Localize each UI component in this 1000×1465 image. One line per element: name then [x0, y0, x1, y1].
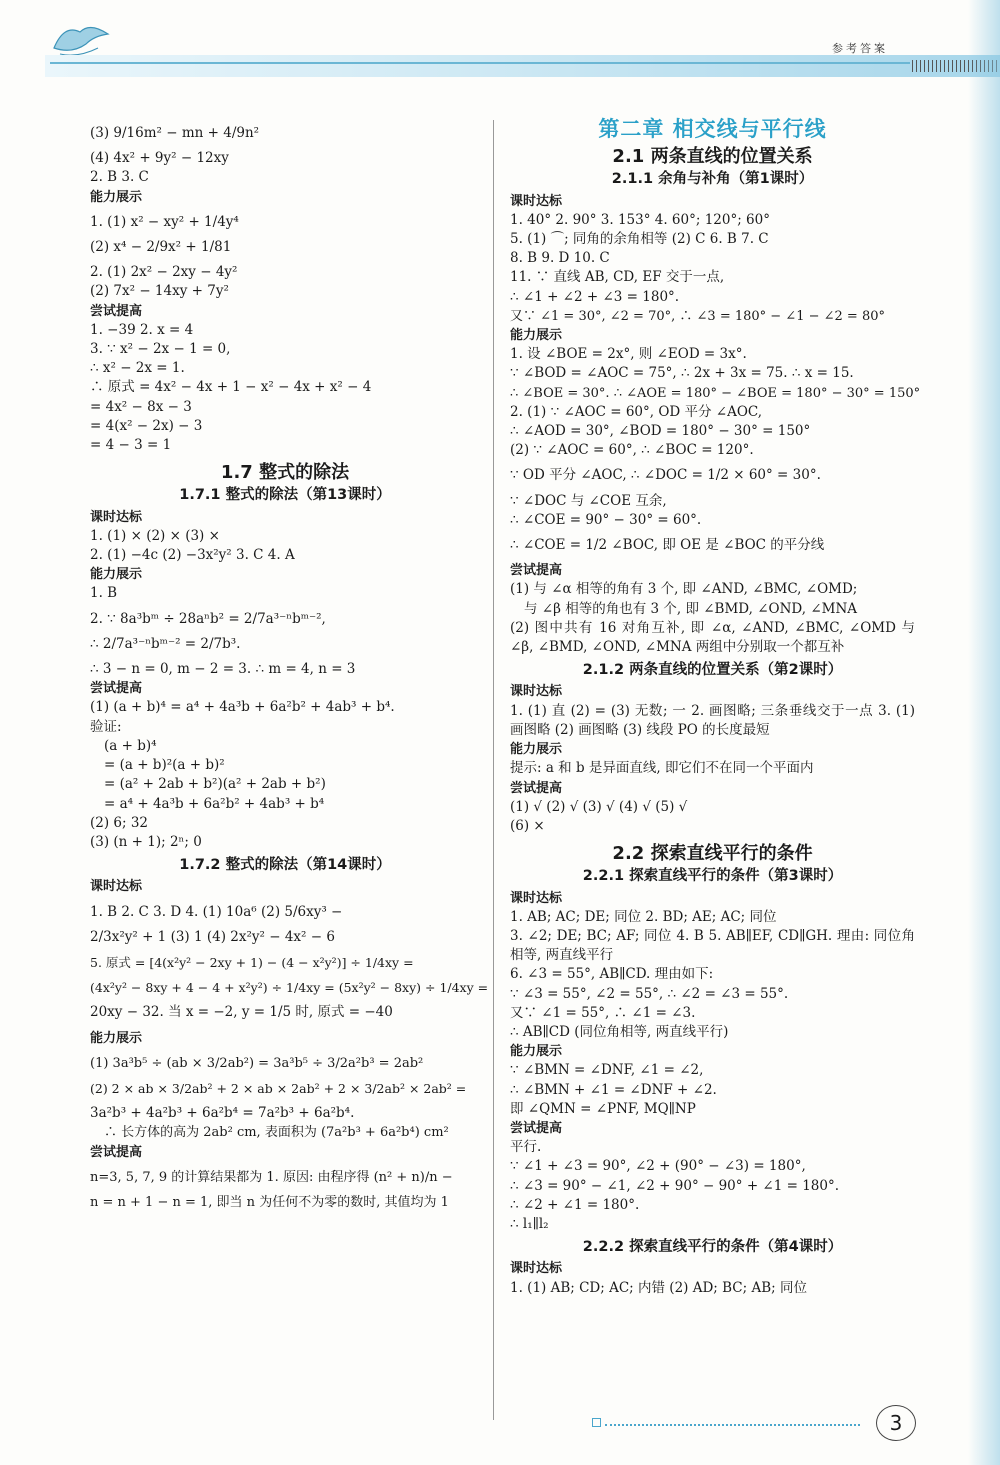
subsection-heading: 2.1.1 余角与补角（第1课时） [611, 171, 814, 188]
answer-line: 6. ∠3 = 55°, AB∥CD. 理由如下: [510, 966, 714, 983]
answer-line: 1. −39 2. x = 4 [90, 321, 194, 338]
answer-line: (1) 3a³b⁵ ÷ (ab × 3/2ab²) = 3a³b⁵ ÷ 3/2a²b³ = 2ab² [90, 1055, 424, 1071]
answer-line: (a + b)⁴ [104, 737, 157, 754]
answer-line: ∴ ∠1 + ∠2 + ∠3 = 180°. [510, 288, 680, 305]
section-label: 能力展示 [510, 1044, 563, 1060]
section-label: 课时达标 [90, 879, 143, 895]
section-heading: 2.1 两条直线的位置关系 [612, 146, 813, 168]
answer-line: (2) 7x² − 14xy + 7y² [90, 283, 229, 300]
subsection-heading: 2.2.1 探索直线平行的条件（第3课时） [582, 868, 843, 885]
subsection-heading: 1.7.2 整式的除法（第14课时） [179, 857, 391, 874]
section-heading: 2.2 探索直线平行的条件 [612, 843, 813, 865]
answer-line: (2) 2 × ab × 3/2ab² + 2 × ab × 2ab² + 2 × 3/2ab² × 2ab² = [90, 1080, 467, 1096]
answer-line: 1. (1) AB; CD; AC; 内错 (2) AD; BC; AB; 同位 [510, 1279, 807, 1296]
left-column [90, 118, 489, 1212]
answer-line: n = n + 1 − n = 1, 即当 n 为任何不为零的数时, 其值均为 1 [90, 1194, 449, 1210]
answer-line: 5. 原式 = [4(x²y² − 2xy + 1) − (4 − x²y²)] ÷ 1/4xy = [90, 954, 414, 970]
answer-line: ∵ ∠BMN = ∠DNF, ∠1 = ∠2, [510, 1062, 704, 1079]
answer-line: ∴ AB∥CD (同位角相等, 两直线平行) [510, 1023, 729, 1040]
section-label: 尝试提高 [90, 303, 143, 319]
answer-line: ∵ ∠BOD = ∠AOC = 75°, ∴ 2x + 3x = 75. ∴ x = 15. [510, 365, 854, 382]
answer-line: 1. B 2. C 3. D 4. (1) 10a⁶ (2) 5/6xy³ − [90, 903, 343, 920]
answer-line: 2. (1) ∵ ∠AOC = 60°, OD 平分 ∠AOC, [510, 403, 763, 420]
footer-dotted-rule [605, 1424, 860, 1426]
answer-line: ∴ 3 − n = 0, m − 2 = 3. ∴ m = 4, n = 3 [90, 661, 356, 678]
answer-line: = 4x² − 8x − 3 [90, 398, 192, 415]
section-label: 尝试提高 [90, 681, 143, 697]
answer-line: 11. ∵ 直线 AB, CD, EF 交于一点, [510, 269, 725, 286]
chapter-title: 第二章 相交线与平行线 [598, 117, 827, 141]
answer-line: ∴ ∠2 + ∠1 = 180°. [510, 1196, 640, 1213]
answer-line: 20xy − 32. 当 x = −2, y = 1/5 时, 原式 = −40 [90, 1004, 393, 1021]
answer-line: 2/3x²y² + 1 (3) 1 (4) 2x²y² − 4x² − 6 [90, 928, 335, 945]
answer-line: ∴ 2/7a³⁻ⁿbᵐ⁻² = 2/7b³. [90, 635, 241, 652]
answer-line: 2. (1) −4c (2) −3x²y² 3. C 4. A [90, 547, 295, 564]
answer-line: n=3, 5, 7, 9 的计算结果都为 1. 原因: 由程序得 (n² + n)/n − [90, 1169, 453, 1185]
answer-line: ∴ ∠COE = 90° − 30° = 60°. [510, 511, 702, 528]
right-column [510, 117, 921, 1298]
answer-line: 1. 40° 2. 90° 3. 153° 4. 60°; 120°; 60° [510, 211, 770, 228]
section-label: 尝试提高 [510, 780, 563, 796]
answer-paragraph: 3. ∠2; DE; BC; AF; 同位 4. B 5. AB∥EF, CD∥GH. 理由: 同位角相等, 两直线平行 [510, 927, 915, 964]
answer-line: = 4 − 3 = 1 [90, 437, 172, 454]
answer-line: 1. (1) x² − xy² + 1/4y⁴ [90, 213, 239, 230]
answer-line: 8. B 9. D 10. C [510, 250, 610, 267]
section-label: 课时达标 [510, 890, 563, 906]
answer-line: ∴ ∠3 = 90° − ∠1, ∠2 + 90° − 90° + ∠1 = 180°. [510, 1177, 840, 1194]
section-label: 能力展示 [510, 742, 563, 758]
answer-line: ∵ ∠3 = 55°, ∠2 = 55°, ∴ ∠2 = ∠3 = 55°. [510, 985, 789, 1002]
answer-line: ∴ 长方体的高为 2ab² cm, 表面积为 (7a²b³ + 6a²b⁴) cm² [104, 1125, 449, 1141]
section-label: 课时达标 [510, 1261, 563, 1277]
answer-line: (2) ∵ ∠AOC = 60°, ∴ ∠BOC = 120°. [510, 442, 754, 459]
answer-line: 1. 设 ∠BOE = 2x°, 则 ∠EOD = 3x°. [510, 346, 747, 363]
section-label: 课时达标 [510, 684, 563, 700]
answer-line: 验证: [90, 718, 122, 735]
section-label: 尝试提高 [510, 563, 563, 579]
answer-line: 又∵ ∠1 = 55°, ∴ ∠1 = ∠3. [510, 1004, 696, 1021]
answer-line: 与 ∠β 相等的角也有 3 个, 即 ∠BMD, ∠OND, ∠MNA [524, 600, 858, 617]
answer-line: = (a² + 2ab + b²)(a² + 2ab + b²) [104, 776, 326, 793]
subsection-heading: 1.7.1 整式的除法（第13课时） [179, 487, 391, 504]
answer-line: 平行. [510, 1139, 542, 1156]
answer-line: 2. (1) 2x² − 2xy − 4y² [90, 264, 238, 281]
page-number: 3 [876, 1405, 916, 1441]
answer-line: ∴ ∠BOE = 30°. ∴ ∠AOE = 180° − ∠BOE = 180° − 30° = 150° [510, 385, 921, 401]
page-header [0, 0, 1000, 110]
subsection-heading: 2.1.2 两条直线的位置关系（第2课时） [582, 662, 843, 679]
header-rule [50, 62, 910, 64]
answer-line: ∵ OD 平分 ∠AOC, ∴ ∠DOC = 1/2 × 60° = 30°. [510, 467, 821, 484]
answer-line: (6) × [510, 817, 545, 834]
section-label: 课时达标 [90, 509, 143, 525]
answer-line: 即 ∠QMN = ∠PNF, MQ∥NP [510, 1100, 696, 1117]
header-band [45, 55, 1000, 77]
section-label: 能力展示 [90, 189, 143, 205]
answer-line: ∴ x² − 2x = 1. [90, 360, 185, 377]
answer-line: ∵ ∠DOC 与 ∠COE 互余, [510, 492, 667, 509]
answer-line: 2. ∵ 8a³bᵐ ÷ 28aⁿb² = 2/7a³⁻ⁿbᵐ⁻², [90, 610, 326, 627]
answer-line: = (a + b)²(a + b)² [104, 757, 225, 774]
answer-line: (1) √ (2) √ (3) √ (4) √ (5) √ [510, 798, 688, 815]
answer-line: 3. ∵ x² − 2x − 1 = 0, [90, 341, 231, 358]
section-label: 尝试提高 [510, 1120, 563, 1136]
answer-line: 1. AB; AC; DE; 同位 2. BD; AE; AC; 同位 [510, 908, 777, 925]
section-label: 能力展示 [510, 328, 563, 344]
answer-line: ∴ ∠BMN + ∠1 = ∠DNF + ∠2. [510, 1081, 717, 1098]
answer-line: ∴ ∠AOD = 30°, ∠BOD = 180° − 30° = 150° [510, 423, 811, 440]
answer-line: ∴ ∠COE = 1/2 ∠BOC, 即 OE 是 ∠BOC 的平分线 [510, 537, 825, 554]
section-label: 尝试提高 [90, 1144, 143, 1160]
answer-line: (3) 9/16m² − mn + 4/9n² [90, 125, 260, 141]
section-label: 能力展示 [90, 1030, 143, 1046]
header-title: 参考答案 [832, 42, 888, 55]
answer-line: ∴ 原式 = 4x² − 4x + 1 − x² − 4x + x² − 4 [90, 379, 372, 396]
answer-line: = 4(x² − 2x) − 3 [90, 417, 203, 434]
footer-square-icon [592, 1418, 601, 1427]
subsection-heading: 2.2.2 探索直线平行的条件（第4课时） [582, 1239, 843, 1256]
answer-line: (4x²y² − 8xy + 4 − 4 + x²y²) ÷ 1/4xy = (5x²y² − 8xy) ÷ 1/4xy = [90, 980, 489, 996]
answer-line: (2) x⁴ − 2/9x² + 1/81 [90, 239, 232, 256]
column-divider [493, 120, 494, 1420]
answer-line: 3a²b³ + 4a²b³ + 6a²b⁴ = 7a²b³ + 6a²b⁴. [90, 1105, 355, 1122]
section-label: 课时达标 [510, 193, 563, 209]
answer-line: 1. B [90, 585, 118, 602]
answer-line: 2. B 3. C [90, 169, 149, 186]
answer-line: 提示: a 和 b 是异面直线, 即它们不在同一个平面内 [510, 760, 814, 777]
answer-line: (3) (n + 1); 2ⁿ; 0 [90, 833, 202, 850]
answer-line: 1. (1) × (2) × (3) × [90, 527, 220, 544]
answer-line: ∵ ∠1 + ∠3 = 90°, ∠2 + (90° − ∠3) = 180°, [510, 1158, 806, 1175]
answer-line: = a⁴ + 4a³b + 6a²b² + 4ab³ + b⁴ [104, 795, 325, 812]
answer-paragraph: (1) 与 ∠α 相等的角有 3 个, 即 ∠AND, ∠BMC, ∠OMD; [510, 581, 858, 598]
answer-line: (2) 6; 32 [90, 814, 149, 831]
section-label: 能力展示 [90, 567, 143, 583]
section-heading: 1.7 整式的除法 [220, 462, 350, 484]
answer-line: (1) (a + b)⁴ = a⁴ + 4a³b + 6a²b² + 4ab³ + b⁴. [90, 699, 395, 716]
side-decoration [968, 0, 1000, 1465]
answer-line: ∴ l₁∥l₂ [510, 1215, 549, 1232]
answer-line: (4) 4x² + 9y² − 12xy [90, 150, 229, 167]
answer-line: 5. (1) ⌒; 同角的余角相等 (2) C 6. B 7. C [510, 231, 769, 248]
answer-paragraph: 1. (1) 直 (2) = (3) 无数; 一 2. 画图略; 三条垂线交于一点 3. (1) 画图略 (2) 画图略 (3) 线段 PO 的长度最短 [510, 702, 915, 738]
answer-line: 又∵ ∠1 = 30°, ∠2 = 70°, ∴ ∠3 = 180° − ∠1 − ∠2 = 80° [510, 308, 885, 324]
answer-paragraph: (2) 图中共有 16 对角互补, 即 ∠α, ∠AND, ∠BMC, ∠OMD 与 ∠β, ∠BMD, ∠OND, ∠MNA 两组中分别取一个都互补 [510, 619, 915, 656]
